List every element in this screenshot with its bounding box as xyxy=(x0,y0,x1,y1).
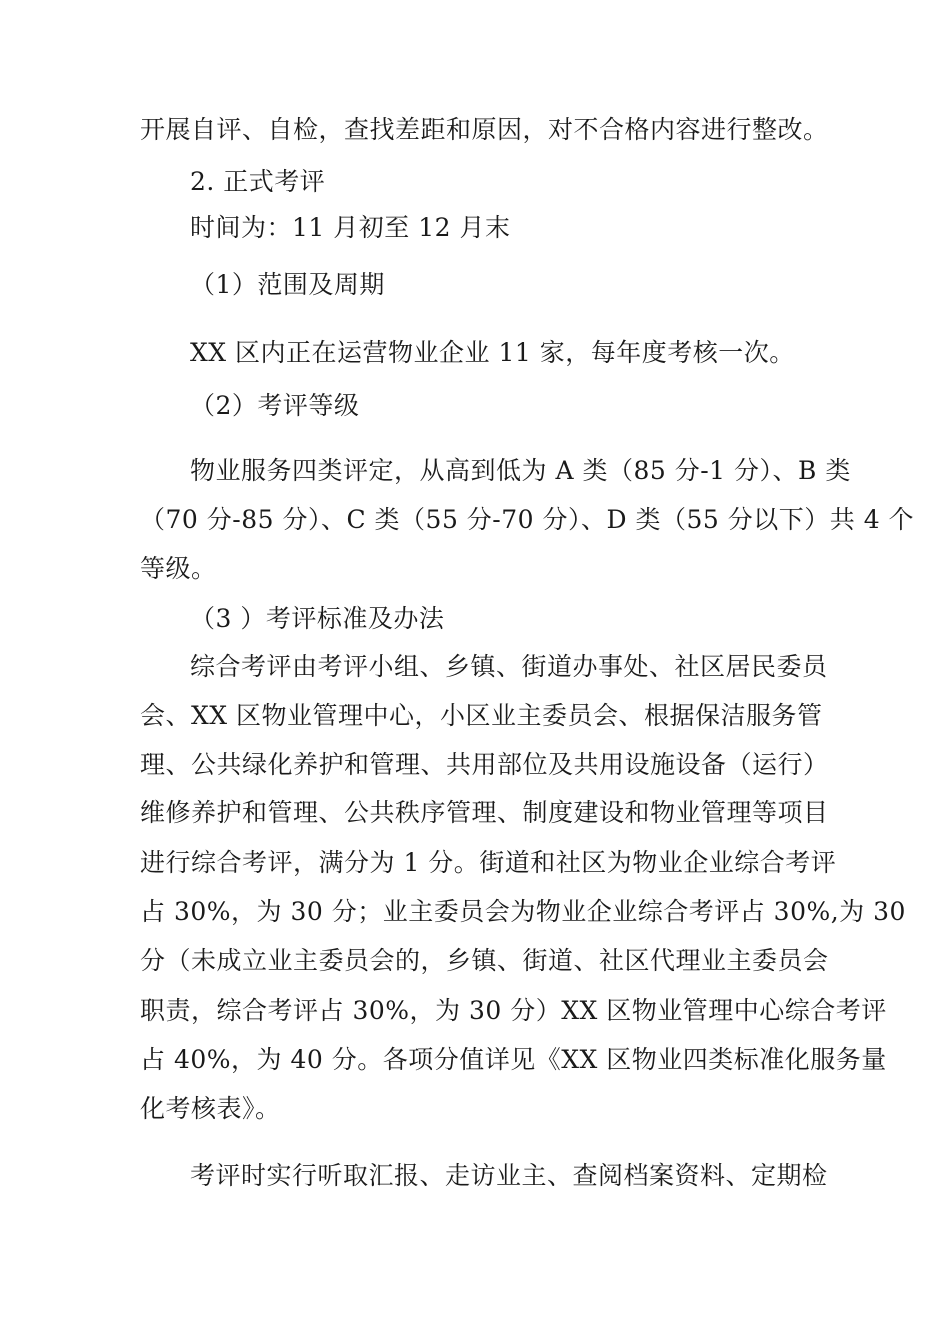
subsection-heading: （1）范围及周期 xyxy=(190,270,385,299)
body-text-line: 职责，综合考评占 30%，为 30 分）XX 区物业管理中心综合考评 xyxy=(140,996,887,1025)
body-text-line: XX 区内正在运营物业企业 11 家，每年度考核一次。 xyxy=(190,338,795,367)
body-text-line: 考评时实行听取汇报、走访业主、查阅档案资料、定期检 xyxy=(190,1161,828,1190)
body-text-line: （70 分-85 分）、C 类（55 分-70 分）、D 类（55 分以下）共 4 个 xyxy=(140,505,915,534)
body-text-line: 维修养护和管理、公共秩序管理、制度建设和物业管理等项目 xyxy=(140,798,829,827)
body-text-line: 化考核表》。 xyxy=(140,1094,281,1123)
body-text-line: 占 40%，为 40 分。各项分值详见《XX 区物业四类标准化服务量 xyxy=(140,1045,887,1074)
body-text-line: 占 30%，为 30 分；业主委员会为物业企业综合考评占 30%,为 30 xyxy=(140,897,906,926)
body-text-line: 理、公共绿化养护和管理、共用部位及共用设施设备（运行） xyxy=(140,750,829,779)
subsection-heading: （2）考评等级 xyxy=(190,391,360,420)
body-text-line: 进行综合考评，满分为 1 分。街道和社区为物业企业综合考评 xyxy=(140,848,837,877)
body-text-line: 会、XX 区物业管理中心，小区业主委员会、根据保洁服务管 xyxy=(140,701,823,730)
subsection-heading: （3 ）考评标准及办法 xyxy=(190,604,445,633)
body-text-line: 物业服务四类评定，从高到低为 A 类（85 分-1 分）、B 类 xyxy=(190,456,851,485)
body-text-line: 综合考评由考评小组、乡镇、街道办事处、社区居民委员 xyxy=(190,652,828,681)
body-text-line: 时间为：11 月初至 12 月末 xyxy=(190,213,511,242)
body-text-line: 分（未成立业主委员会的，乡镇、街道、社区代理业主委员会 xyxy=(140,946,829,975)
section-heading: 2. 正式考评 xyxy=(190,167,326,196)
body-text-line: 开展自评、自检，查找差距和原因，对不合格内容进行整改。 xyxy=(140,115,829,144)
body-text-line: 等级。 xyxy=(140,554,217,583)
